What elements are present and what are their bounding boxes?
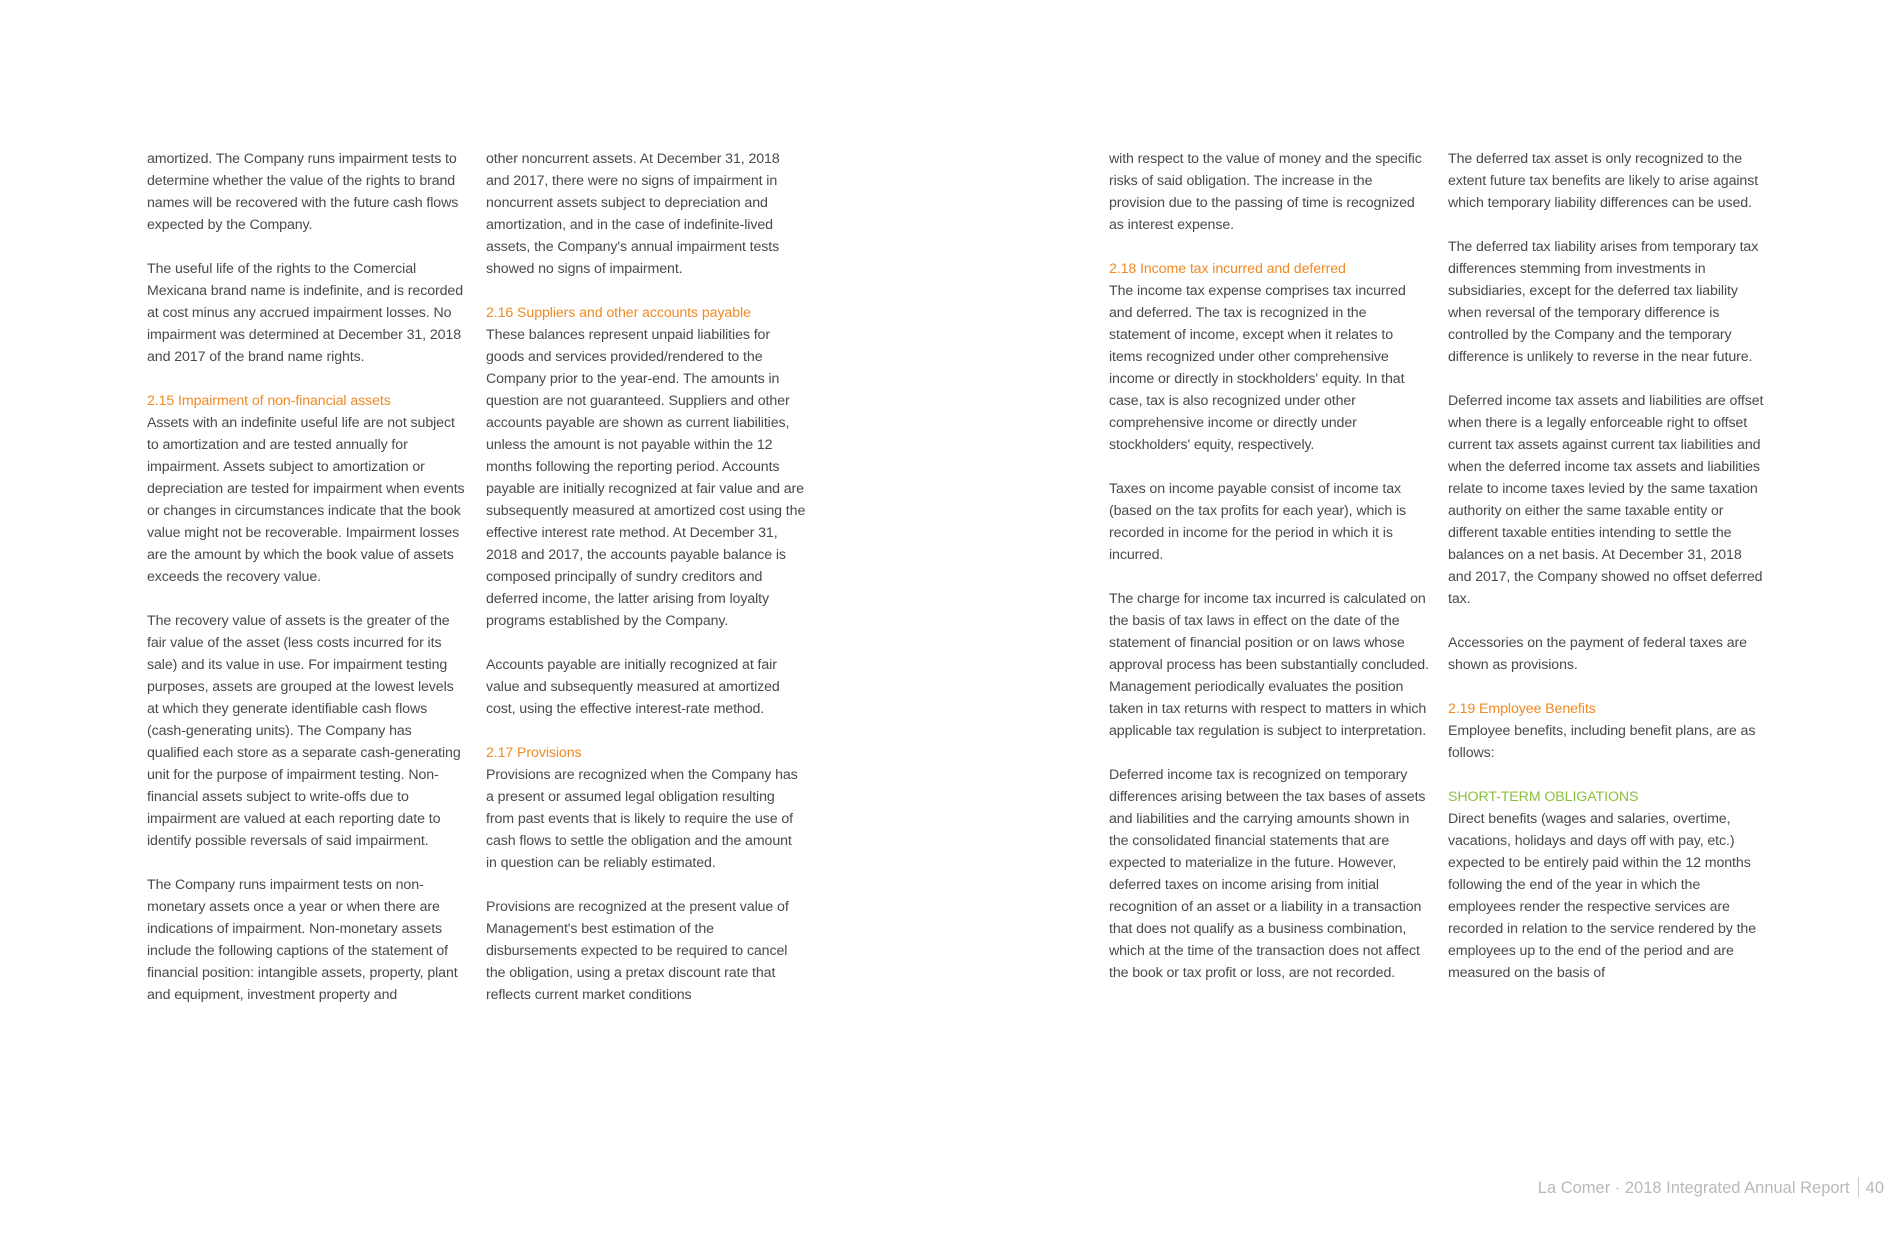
paragraph: The deferred tax asset is only recognized to the extent future tax benefits are likely to arise against which temporary liability differences can be used. — [1448, 151, 1759, 211]
paragraph: Assets with an indefinite useful life are not subject to amortization and are tested annually for impairment. Assets subject to amortization or depreciation are tested for impairment when events or changes in circumstances indicate that the book value might not be recoverable. Impairment losses are the amount by which the book value of assets exceeds the recovery value. — [147, 415, 465, 585]
paragraph: The recovery value of assets is the greater of the fair value of the asset (less costs incurred for its sale) and its value in use. For impairment testing purposes, assets are grouped at the lowest levels at which they generate identifiable cash flows (cash-generating units). The Company has qualified each store as a separate cash-generating unit for the purpose of impairment testing. Non-financial assets subject to write-offs due to impairment are valued at each reporting date to identify possible reversals of said impairment. — [147, 613, 461, 849]
section-heading-2-17: 2.17 Provisions — [486, 745, 582, 761]
paragraph: Accounts payable are initially recognized at fair value and subsequently measured at amortized cost, using the effective interest-rate method. — [486, 657, 780, 717]
subsection-heading-short-term: SHORT-TERM OBLIGATIONS — [1448, 789, 1639, 805]
paragraph: Provisions are recognized at the present value of Management's best estimation of the disbursements expected to be required to cancel the obligation, using a pretax discount rate that reflects current market conditions — [486, 899, 789, 1003]
page-number: 40 — [1865, 1179, 1884, 1197]
section-heading-2-16: 2.16 Suppliers and other accounts payable — [486, 305, 751, 321]
report-title: La Comer · 2018 Integrated Annual Report — [1537, 1179, 1850, 1197]
text-column-2 — [486, 148, 806, 1028]
paragraph: The Company runs impairment tests on non-monetary assets once a year or when there are indications of impairment. Non-monetary assets include the following captions of the statement of financial position: intangible assets, property, plant and equipment, investment property and — [147, 877, 458, 1003]
paragraph: These balances represent unpaid liabilities for goods and services provided/rendered to the Company prior to the year-end. The amounts in question are not guaranteed. Suppliers and other accounts payable are shown as current liabilities, unless the amount is not payable within the 12 months following the reporting period. Accounts payable are initially recognized at fair value and are subsequently measured at amortized cost using the effective interest rate method. At December 31, 2018 and 2017, the accounts payable balance is composed principally of sundry creditors and deferred income, the latter arising from loyalty programs established by the Company. — [486, 327, 806, 629]
paragraph: Accessories on the payment of federal taxes are shown as provisions. — [1448, 635, 1747, 673]
paragraph: The charge for income tax incurred is calculated on the basis of tax laws in effect on the date of the statement of financial position or on laws whose approval process has been substantially concluded. Management periodically evaluates the position taken in tax returns with respect to matters in which applicable tax regulation is subject to interpretation. — [1109, 591, 1429, 739]
text-column-1 — [147, 148, 467, 1028]
paragraph: The useful life of the rights to the Comercial Mexicana brand name is indefinite, and is recorded at cost minus any accrued impairment losses. No impairment was determined at December 31, 2018 and 2017 of the brand name rights. — [147, 261, 463, 365]
text-column-3 — [1109, 148, 1429, 1006]
paragraph: Taxes on income payable consist of income tax (based on the tax profits for each year), which is recorded in income for the period in which it is incurred. — [1109, 481, 1407, 563]
footer-divider — [1858, 1177, 1859, 1197]
paragraph: Deferred income tax is recognized on temporary differences arising between the tax bases of assets and liabilities and the carrying amounts shown in the consolidated financial statements that are expected to materialize in the future. However, deferred taxes on income arising from initial recognition of an asset or a liability in a transaction that does not qualify as a business combination, which at the time of the transaction does not affect the book or tax profit or loss, are not recorded. — [1109, 767, 1426, 981]
paragraph: The income tax expense comprises tax incurred and deferred. The tax is recognized in the statement of income, except when it relates to items recognized under other comprehensive income or directly in stockholders' equity. In that case, tax is also recognized under other comprehensive income or directly under stockholders' equity, respectively. — [1109, 283, 1406, 453]
section-heading-2-15: 2.15 Impairment of non-financial assets — [147, 393, 391, 409]
paragraph: Direct benefits (wages and salaries, overtime, vacations, holidays and days off with pay, etc.) expected to be entirely paid within the 12 months following the end of the year in which the employees render the respective services are recorded in relation to the service rendered by the employees up to the end of the period and are measured on the basis of — [1448, 811, 1756, 981]
paragraph: Deferred income tax assets and liabilities are offset when there is a legally enforceable right to offset current tax assets against current tax liabilities and when the deferred income tax assets and liabilities relate to income taxes levied by the same taxation authority on either the same taxable entity or different taxable entities intending to settle the balances on a net basis. At December 31, 2018 and 2017, the Company showed no offset deferred tax. — [1448, 393, 1764, 607]
paragraph: Employee benefits, including benefit plans, are as follows: — [1448, 723, 1756, 761]
section-heading-2-19: 2.19 Employee Benefits — [1448, 701, 1596, 717]
paragraph: Provisions are recognized when the Company has a present or assumed legal obligation resulting from past events that is likely to require the use of cash flows to settle the obligation and the amount in question can be reliably estimated. — [486, 767, 798, 871]
section-heading-2-18: 2.18 Income tax incurred and deferred — [1109, 261, 1346, 277]
paragraph: other noncurrent assets. At December 31, 2018 and 2017, there were no signs of impairment in noncurrent assets subject to depreciation and amortization, and in the case of indefinite-lived assets, the Company's annual impairment tests showed no signs of impairment. — [486, 151, 780, 277]
text-column-4 — [1448, 148, 1768, 1006]
page-footer — [1538, 1177, 1884, 1199]
paragraph: The deferred tax liability arises from temporary tax differences stemming from investments in subsidiaries, except for the deferred tax liability when reversal of the temporary difference is controlled by the Company and the temporary difference is unlikely to reverse in the near future. — [1448, 239, 1759, 365]
paragraph: amortized. The Company runs impairment tests to determine whether the value of the rights to brand names will be recovered with the future cash flows expected by the Company. — [147, 151, 459, 233]
paragraph: with respect to the value of money and the specific risks of said obligation. The increase in the provision due to the passing of time is recognized as interest expense. — [1109, 151, 1422, 233]
